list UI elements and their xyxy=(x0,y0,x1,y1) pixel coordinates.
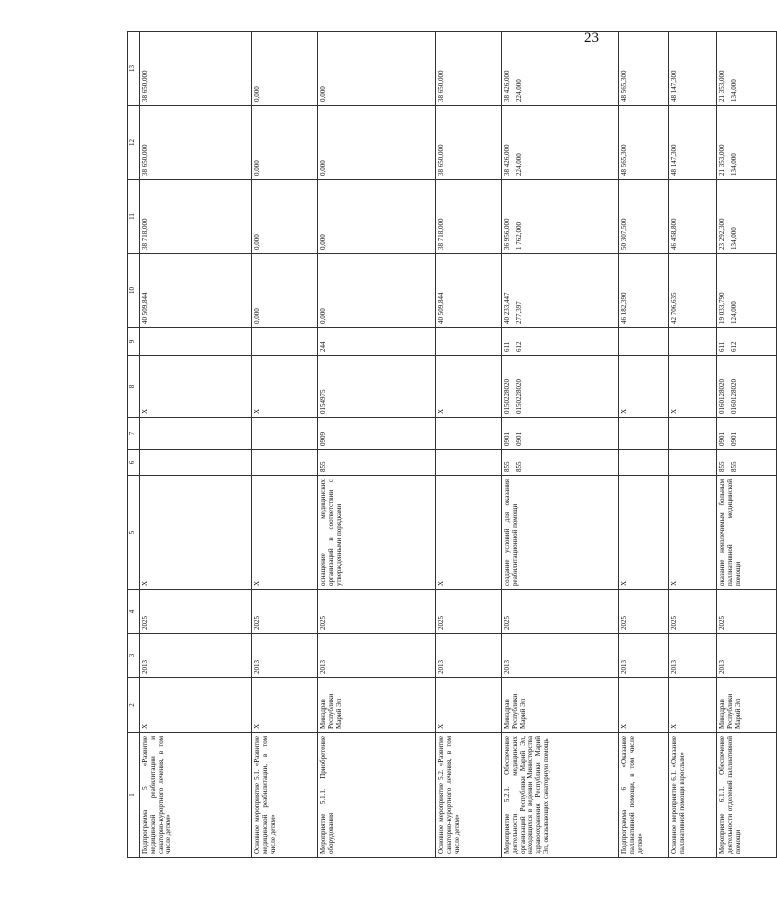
table-cell-y3: 48 565,300 xyxy=(619,106,669,180)
table-cell-name: Подпрограмма 6 «Оказание паллиативной помощи, в том числе детям» xyxy=(619,733,669,858)
table-cell-y1: 42 706,635 xyxy=(669,254,717,328)
table-cell-end: 2025 xyxy=(669,590,717,634)
table-cell-vr: 244 xyxy=(318,328,436,356)
table-cell-y4: 48 565,300 xyxy=(619,32,669,106)
column-header: 11 xyxy=(128,180,140,254)
table-cell-executor: Минздрав Республики Марий Эл xyxy=(717,678,777,733)
table-cell-end: 2025 xyxy=(502,590,619,634)
table-row xyxy=(436,32,502,858)
column-header: 2 xyxy=(128,678,140,733)
table-cell-y3: 38 650,000 xyxy=(140,106,252,180)
table-cell-line: 124,000 xyxy=(729,301,738,324)
table-cell-line: 611 xyxy=(718,341,726,352)
table-cell-csr: 0154975 xyxy=(318,356,436,418)
table-cell-csr: Х xyxy=(436,356,502,418)
table-cell-rz xyxy=(717,418,777,450)
table-cell-line: 19 033,790 xyxy=(718,292,726,324)
table-cell-y1: 40 509,844 xyxy=(140,254,252,328)
table-cell-grbs xyxy=(619,450,669,476)
table-cell-grbs xyxy=(436,450,502,476)
table-cell-y3 xyxy=(717,106,777,180)
table-cell-grbs: 855 xyxy=(318,450,436,476)
table-cell-direction: Х xyxy=(619,476,669,590)
table-cell-csr xyxy=(717,356,777,418)
table-cell-vr xyxy=(140,328,252,356)
table-cell-executor: Минздрав Республики Марий Эл xyxy=(318,678,436,733)
table-cell-vr xyxy=(502,328,619,356)
table-body xyxy=(140,32,777,858)
table-cell-line: 855 xyxy=(718,461,726,472)
table-cell-csr: Х xyxy=(619,356,669,418)
table-cell-start: 2013 xyxy=(619,634,669,678)
table-cell-name: Мероприятие 5.2.1. Обеспечение деятельности медицинских организаций Республики Марий Эл, находящихся в ведении Министерства здравоохранения Республики Марий Эл, оказывающих санаторную помощь xyxy=(502,733,619,858)
table-cell-y1 xyxy=(502,254,619,328)
table-cell-y1: 46 182,390 xyxy=(619,254,669,328)
table-cell-line: 134,000 xyxy=(729,153,738,176)
table-row xyxy=(619,32,669,858)
table-cell-y4: 48 147,300 xyxy=(669,32,717,106)
column-header: 13 xyxy=(128,32,140,106)
table-cell-end: 2025 xyxy=(318,590,436,634)
table-cell-line: 277,397 xyxy=(514,301,523,324)
table-cell-line: 0160128020 xyxy=(718,379,726,414)
table-cell-line: 611 xyxy=(503,341,511,352)
table-cell-executor: Х xyxy=(436,678,502,733)
table-cell-executor: Минздрав Республики Марий Эл xyxy=(502,678,619,733)
table-row xyxy=(717,32,777,858)
table-cell-direction: оснащение медицинских организаций в соответствии с утвержденными порядками xyxy=(318,476,436,590)
table-cell-rz xyxy=(619,418,669,450)
table-cell-y2: 0,000 xyxy=(252,180,318,254)
table-cell-start: 2013 xyxy=(436,634,502,678)
table-cell-csr xyxy=(502,356,619,418)
table-cell-start: 2013 xyxy=(318,634,436,678)
table-cell-y4: 0,000 xyxy=(252,32,318,106)
table-cell-y4 xyxy=(502,32,619,106)
table-cell-direction: Х xyxy=(436,476,502,590)
table-cell-y1: 40 509,844 xyxy=(436,254,502,328)
budget-table xyxy=(127,31,777,858)
table-cell-line: 38 426,000 xyxy=(503,70,511,102)
table-cell-line: 134,000 xyxy=(729,79,738,102)
column-header: 3 xyxy=(128,634,140,678)
table-cell-line: 36 956,000 xyxy=(503,218,511,250)
table-cell-csr: Х xyxy=(669,356,717,418)
column-header: 1 xyxy=(128,733,140,858)
table-cell-y2: 38 718,000 xyxy=(140,180,252,254)
table-row xyxy=(669,32,717,858)
table-cell-rz xyxy=(140,418,252,450)
table-cell-executor: Х xyxy=(619,678,669,733)
column-header: 10 xyxy=(128,254,140,328)
table-cell-y4: 0,000 xyxy=(318,32,436,106)
table-row xyxy=(502,32,619,858)
table-cell-y1: 0,000 xyxy=(252,254,318,328)
table-cell-end: 2025 xyxy=(252,590,318,634)
table-cell-line: 855 xyxy=(514,461,523,472)
table-cell-direction: создание условий для оказания реабилитационной помощи xyxy=(502,476,619,590)
table-cell-rz xyxy=(502,418,619,450)
table-cell-y3: 0,000 xyxy=(252,106,318,180)
table-cell-y4 xyxy=(717,32,777,106)
table-cell-line: 855 xyxy=(729,461,738,472)
table-cell-y3 xyxy=(502,106,619,180)
table-cell-line: 0901 xyxy=(718,432,726,446)
table-cell-grbs xyxy=(252,450,318,476)
table-cell-y2: 38 718,000 xyxy=(436,180,502,254)
table-cell-y3: 48 147,300 xyxy=(669,106,717,180)
column-header: 4 xyxy=(128,590,140,634)
table-cell-start: 2013 xyxy=(252,634,318,678)
table-cell-grbs xyxy=(669,450,717,476)
table-cell-name: Основное мероприятие 5.2. «Развитие санаторно-курортного лечения, в том числе детям» xyxy=(436,733,502,858)
table-cell-vr xyxy=(669,328,717,356)
table-cell-rz xyxy=(436,418,502,450)
table-cell-line: 40 233,447 xyxy=(503,292,511,324)
table-cell-line: 0150228020 xyxy=(503,379,511,414)
table-cell-line: 612 xyxy=(729,341,738,352)
table-cell-line: 23 292,300 xyxy=(718,218,726,250)
table-cell-end: 2025 xyxy=(140,590,252,634)
column-header: 12 xyxy=(128,106,140,180)
table-cell-line: 0901 xyxy=(503,432,511,446)
table-cell-line: 612 xyxy=(514,341,523,352)
page-number: 23 xyxy=(584,30,599,46)
table-cell-y4: 38 650,000 xyxy=(436,32,502,106)
table-cell-line: 38 426,000 xyxy=(503,144,511,176)
table-cell-name: Основное мероприятие 5.1. «Развитие медицинской реабилитации, в том числе детям» xyxy=(252,733,318,858)
table-row xyxy=(318,32,436,858)
table-cell-end: 2025 xyxy=(619,590,669,634)
table-cell-y2: 50 307,500 xyxy=(619,180,669,254)
budget-table-rotated xyxy=(127,32,742,858)
column-header: 5 xyxy=(128,476,140,590)
table-cell-y1 xyxy=(717,254,777,328)
table-cell-direction: оказание неизлечимым больным паллиативной медицинской помощи xyxy=(717,476,777,590)
table-row xyxy=(252,32,318,858)
table-cell-line: 134,000 xyxy=(729,227,738,250)
table-cell-y3: 0,000 xyxy=(318,106,436,180)
table-cell-vr xyxy=(252,328,318,356)
table-cell-y2 xyxy=(502,180,619,254)
table-cell-rz xyxy=(669,418,717,450)
table-cell-rz xyxy=(252,418,318,450)
table-cell-line: 0150228020 xyxy=(514,379,523,414)
table-cell-y4: 38 650,000 xyxy=(140,32,252,106)
table-cell-start: 2013 xyxy=(669,634,717,678)
table-cell-grbs xyxy=(140,450,252,476)
table-cell-direction: Х xyxy=(669,476,717,590)
table-header-row xyxy=(128,32,140,858)
table-cell-csr: Х xyxy=(140,356,252,418)
table-cell-start: 2013 xyxy=(140,634,252,678)
table-cell-line: 224,000 xyxy=(514,153,523,176)
table-cell-name: Подпрограмма 5 «Развитие медицинской реабилитации и санаторно-курортного лечения, в том числе детям» xyxy=(140,733,252,858)
table-row xyxy=(140,32,252,858)
table-cell-line: 0160128020 xyxy=(729,379,738,414)
column-header: 6 xyxy=(128,450,140,476)
table-cell-line: 1 762,000 xyxy=(514,222,523,250)
table-cell-executor: Х xyxy=(252,678,318,733)
table-cell-y1: 0,000 xyxy=(318,254,436,328)
table-cell-direction: Х xyxy=(252,476,318,590)
table-cell-executor: Х xyxy=(140,678,252,733)
table-cell-start: 2013 xyxy=(502,634,619,678)
table-cell-direction: Х xyxy=(140,476,252,590)
column-header: 7 xyxy=(128,418,140,450)
table-cell-y2: 0,000 xyxy=(318,180,436,254)
table-cell-grbs xyxy=(717,450,777,476)
table-cell-rz: 0909 xyxy=(318,418,436,450)
table-cell-end: 2025 xyxy=(436,590,502,634)
table-cell-vr xyxy=(436,328,502,356)
table-cell-line: 21 353,000 xyxy=(718,70,726,102)
table-cell-y2 xyxy=(717,180,777,254)
column-header: 9 xyxy=(128,328,140,356)
table-cell-vr xyxy=(619,328,669,356)
table-cell-name: Мероприятие 6.1.1. Обеспечение деятельности отделений паллиативной помощи xyxy=(717,733,777,858)
table-cell-line: 224,000 xyxy=(514,79,523,102)
table-cell-name: Основное мероприятие 6.1. «Оказание паллиативной помощи взрослым» xyxy=(669,733,717,858)
table-cell-line: 0901 xyxy=(514,432,523,446)
table-cell-csr: Х xyxy=(252,356,318,418)
table-cell-executor: Х xyxy=(669,678,717,733)
table-cell-end: 2025 xyxy=(717,590,777,634)
table-cell-line: 855 xyxy=(503,461,511,472)
table-cell-grbs xyxy=(502,450,619,476)
table-cell-line: 21 353,000 xyxy=(718,144,726,176)
table-cell-y3: 38 650,000 xyxy=(436,106,502,180)
table-cell-name: Мероприятие 5.1.1. Приобретение оборудования xyxy=(318,733,436,858)
table-cell-start: 2013 xyxy=(717,634,777,678)
table-cell-line: 0901 xyxy=(729,432,738,446)
table-cell-y2: 46 458,800 xyxy=(669,180,717,254)
table-cell-vr xyxy=(717,328,777,356)
column-header: 8 xyxy=(128,356,140,418)
